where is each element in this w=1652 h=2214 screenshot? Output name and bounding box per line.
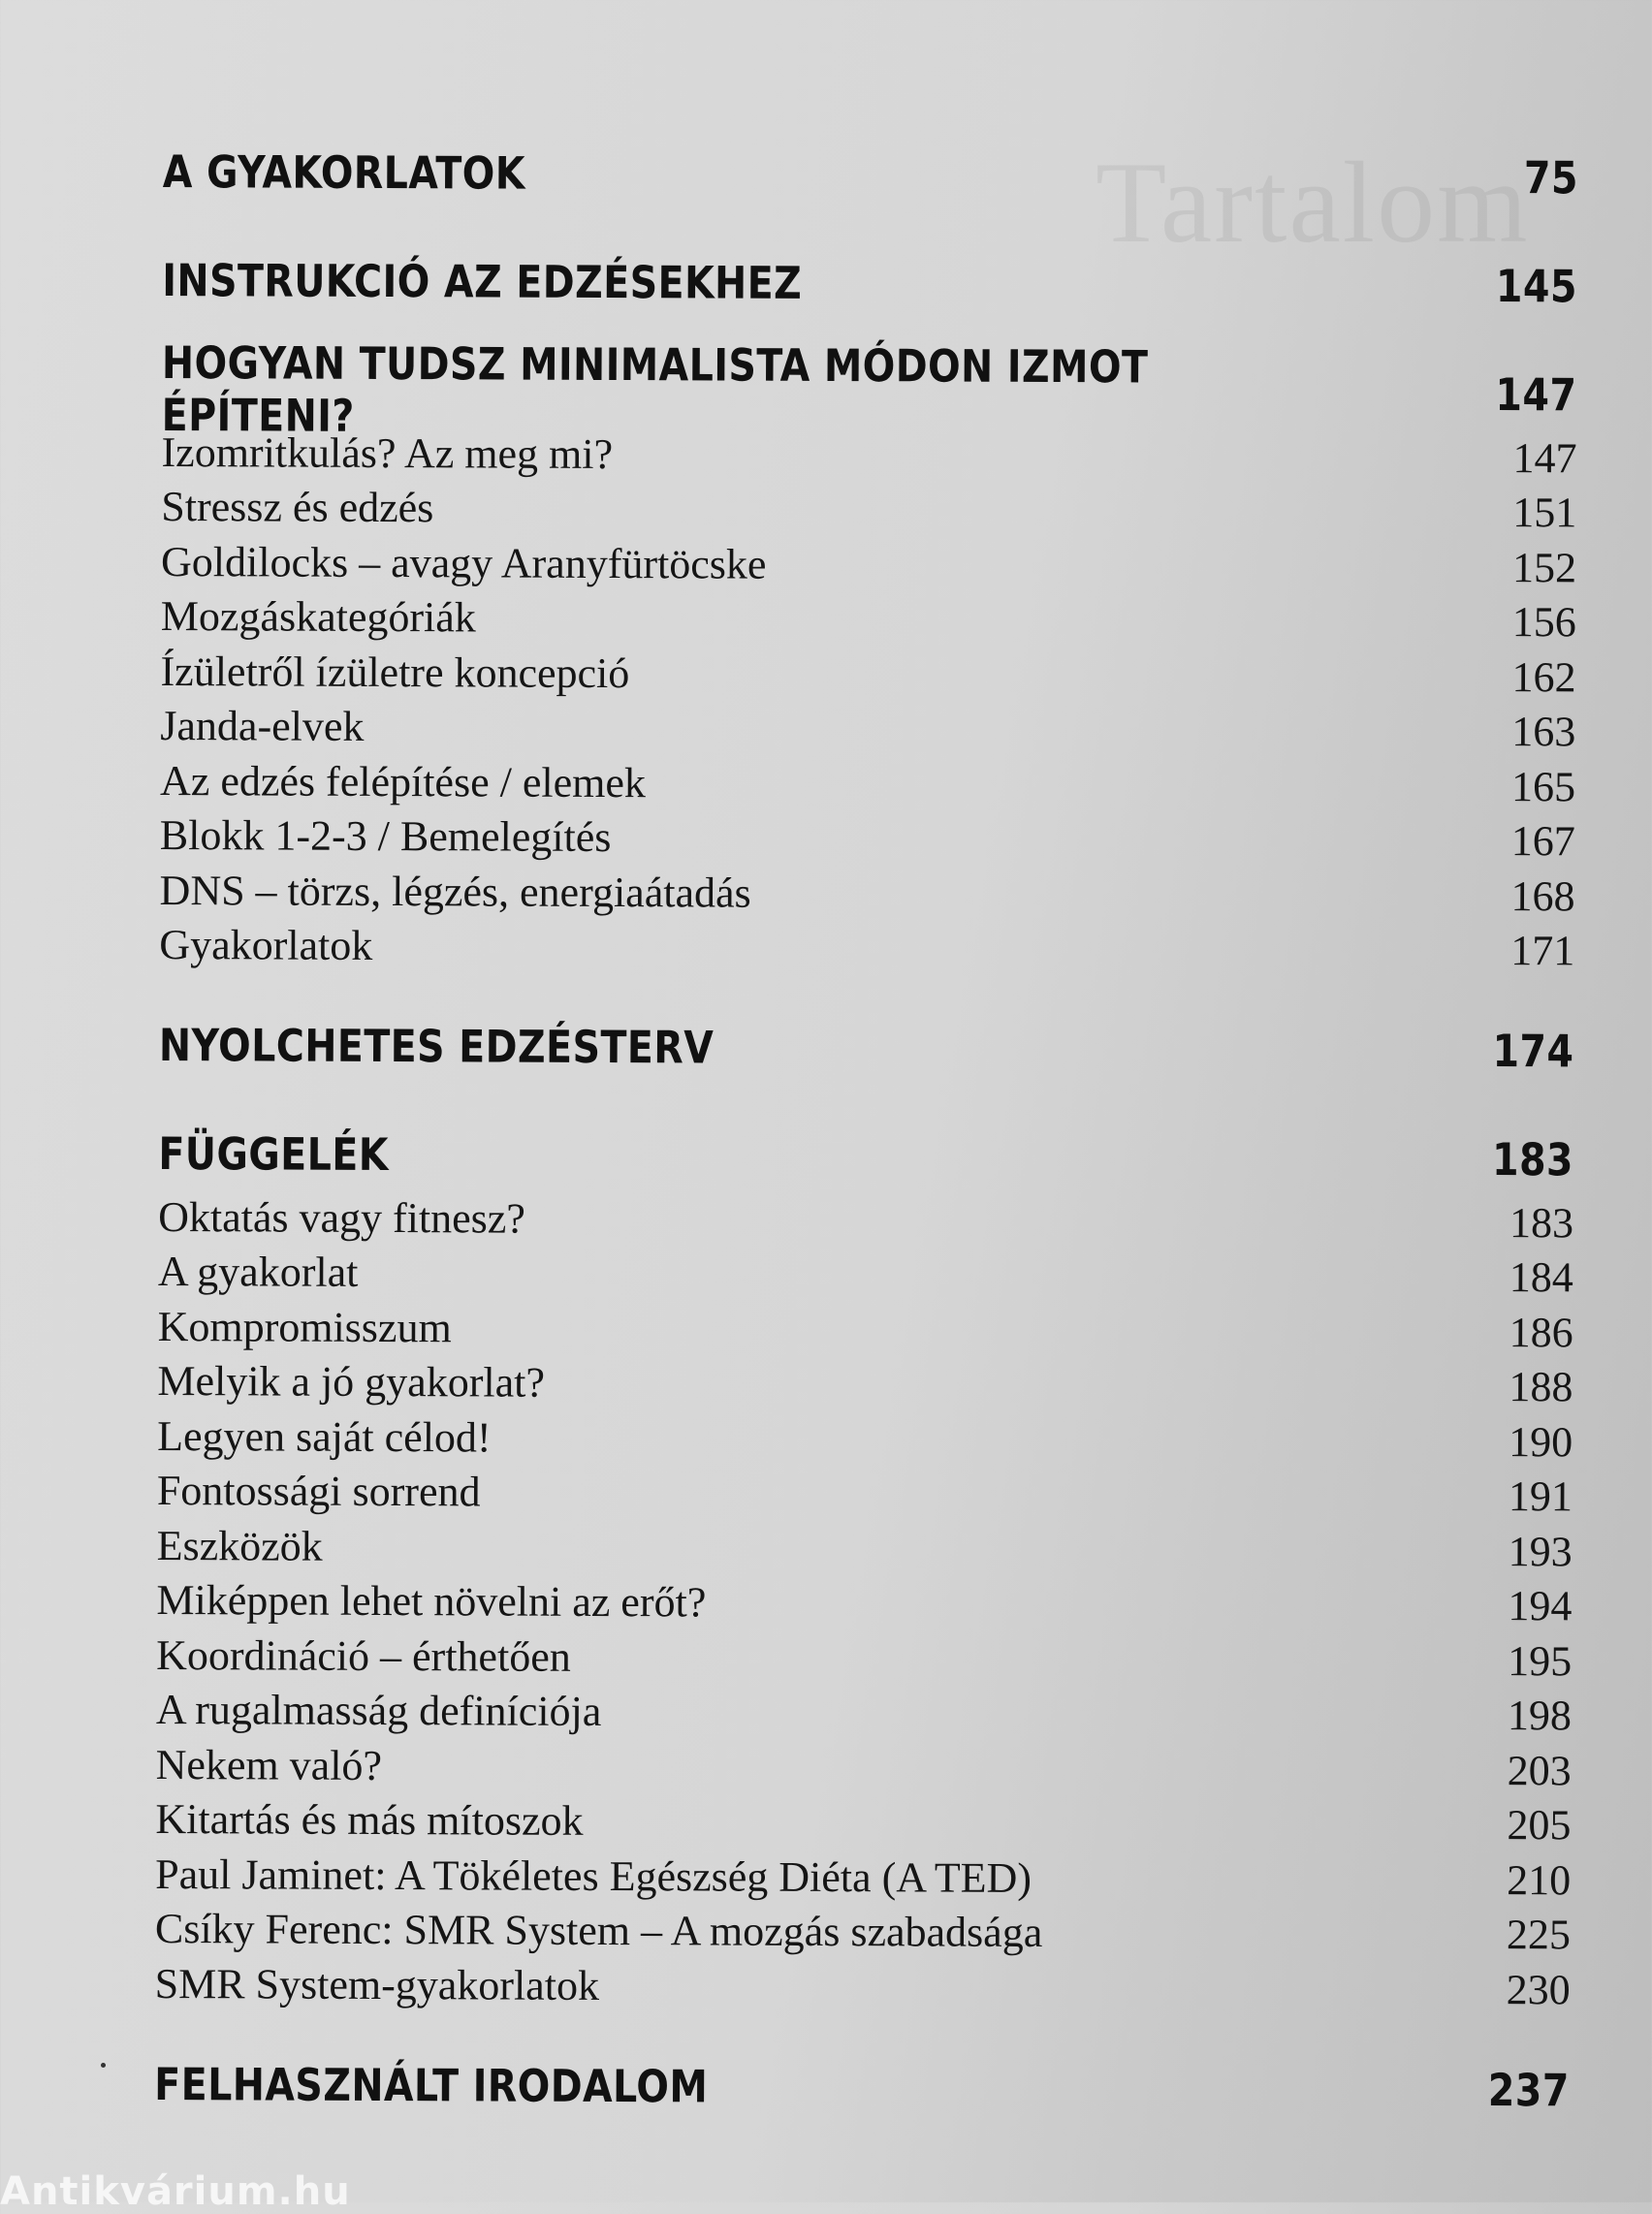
entry-page-number: 198	[1507, 1692, 1573, 1740]
entry-title: Az edzés felépítése / elemek	[159, 756, 647, 807]
toc-entry	[156, 1572, 1572, 1633]
entry-title: Stressz és edzés	[161, 483, 434, 532]
entry-page-number: 184	[1509, 1253, 1573, 1302]
toc-entry	[155, 1847, 1571, 1908]
toc-entry	[155, 1956, 1571, 2017]
entry-page-number: 171	[1510, 927, 1575, 975]
entry-page-number: 195	[1508, 1636, 1573, 1686]
toc-entry	[160, 753, 1575, 814]
entry-title: Gyakorlatok	[159, 921, 373, 970]
section-page-number: 75	[1523, 151, 1578, 205]
entry-title: Koordináció – érthetően	[156, 1630, 571, 1681]
section-heading-row	[158, 1118, 1573, 1195]
entry-page-number: 186	[1509, 1308, 1573, 1357]
toc-entry	[155, 1901, 1571, 1962]
entry-title: Paul Jaminet: A Tökéletes Egészség Diéta (A TED)	[155, 1850, 1032, 1902]
entry-page-number: 183	[1509, 1198, 1574, 1248]
section-heading: A GYAKORLATOK	[162, 144, 526, 200]
entry-page-number: 225	[1506, 1911, 1572, 1959]
section-heading-row	[161, 335, 1577, 442]
toc-section	[155, 1118, 1574, 2017]
entry-page-number: 147	[1512, 433, 1577, 483]
entry-page-number: 194	[1508, 1582, 1573, 1630]
entry-page-number: 156	[1511, 598, 1576, 647]
toc-entry	[157, 1353, 1573, 1414]
section-page-number: 183	[1492, 1132, 1574, 1186]
toc-entry	[161, 479, 1576, 540]
watermark: Antikvárium.hu	[0, 2169, 351, 2214]
toc-section	[154, 2047, 1570, 2125]
entry-title: Csíky Ferenc: SMR System – A mozgás szabadsága	[154, 1905, 1043, 1957]
entry-page-number: 163	[1511, 708, 1576, 756]
entry-title: Kompromisszum	[157, 1302, 452, 1352]
entry-title: SMR System-gyakorlatok	[154, 1959, 600, 2009]
section-page-number: 174	[1492, 1024, 1575, 1078]
section-heading-row	[159, 1009, 1574, 1087]
toc-entry	[156, 1737, 1572, 1798]
section-heading: HOGYAN TUDSZ MINIMALISTA MÓDON IZMOT ÉPÍTENI?	[161, 335, 1149, 442]
entry-page-number: 190	[1509, 1417, 1573, 1467]
section-page-number: 147	[1495, 368, 1577, 422]
toc-entry	[158, 1189, 1573, 1250]
toc-entry	[155, 1791, 1571, 1852]
entry-title: Kitartás és más mítoszok	[155, 1795, 584, 1846]
entry-title: Legyen saját célod!	[157, 1411, 492, 1462]
entry-page-number: 205	[1507, 1801, 1572, 1850]
toc-section	[159, 1009, 1574, 1087]
toc-entry	[159, 917, 1574, 978]
toc-entry	[157, 1518, 1573, 1579]
toc-entry	[160, 807, 1575, 869]
section-heading: INSTRUKCIÓ AZ EDZÉSEKHEZ	[162, 253, 803, 309]
section-heading-row	[162, 244, 1577, 322]
entry-title: DNS – törzs, légzés, energiaátadás	[159, 866, 751, 917]
toc-entry	[158, 1244, 1573, 1305]
toc-section	[162, 244, 1577, 322]
entry-page-number: 167	[1510, 817, 1575, 866]
toc-entry	[161, 534, 1576, 595]
section-heading-row	[163, 136, 1578, 213]
entry-title: Izomritkulás? Az meg mi?	[161, 427, 614, 478]
entry-title: Nekem való?	[155, 1740, 383, 1789]
entry-title: Oktatás vagy fitnesz?	[158, 1192, 525, 1243]
entry-title: Ízületről ízületre koncepció	[160, 647, 630, 697]
entry-title: Miképpen lehet növelni az erőt?	[156, 1576, 707, 1627]
page-speck	[101, 2063, 106, 2068]
toc-entry	[159, 863, 1574, 924]
entry-page-number: 191	[1508, 1472, 1573, 1521]
entry-title: Janda-elvek	[160, 702, 365, 751]
section-heading: FÜGGELÉK	[158, 1126, 389, 1182]
entry-title: Mozgáskategóriák	[160, 592, 476, 642]
toc-entry	[160, 698, 1575, 759]
toc-section	[163, 136, 1578, 213]
section-page-number: 237	[1488, 2063, 1571, 2116]
show-through-text: Tartalom	[1096, 138, 1530, 267]
toc-entry	[160, 644, 1575, 705]
toc-entry	[158, 1299, 1573, 1360]
entry-title: Fontossági sorrend	[156, 1467, 481, 1516]
toc-section	[159, 335, 1577, 978]
section-heading: FELHASZNÁLT IRODALOM	[154, 2057, 709, 2112]
entry-title: A gyakorlat	[157, 1248, 359, 1297]
section-page-number: 145	[1496, 260, 1578, 313]
entry-page-number: 188	[1509, 1363, 1573, 1411]
entry-page-number: 165	[1510, 762, 1576, 811]
entry-page-number: 203	[1507, 1746, 1572, 1795]
entry-page-number: 168	[1510, 871, 1575, 921]
entry-title: Eszközök	[156, 1521, 323, 1570]
toc-entry	[157, 1408, 1573, 1470]
table-of-contents	[154, 136, 1578, 2163]
toc-entry	[157, 1463, 1573, 1524]
toc-entry	[161, 588, 1576, 649]
entry-page-number: 193	[1508, 1527, 1573, 1576]
entry-title: Melyik a jó gyakorlat?	[157, 1357, 546, 1407]
entry-page-number: 151	[1512, 489, 1577, 537]
entry-page-number: 210	[1507, 1855, 1572, 1905]
section-heading-row	[154, 2047, 1570, 2125]
entry-title: Blokk 1-2-3 / Bemelegítés	[159, 811, 612, 862]
entry-page-number: 152	[1511, 543, 1577, 592]
entry-page-number: 162	[1511, 652, 1576, 702]
entry-page-number: 230	[1506, 1965, 1571, 2014]
toc-entry	[156, 1682, 1572, 1743]
toc-entry	[156, 1628, 1572, 1689]
entry-title: Goldilocks – avagy Aranyfürtöcske	[160, 537, 767, 588]
entry-title: A rugalmasság definíciója	[155, 1686, 602, 1736]
section-heading: NYOLCHETES EDZÉSTERV	[158, 1018, 715, 1074]
